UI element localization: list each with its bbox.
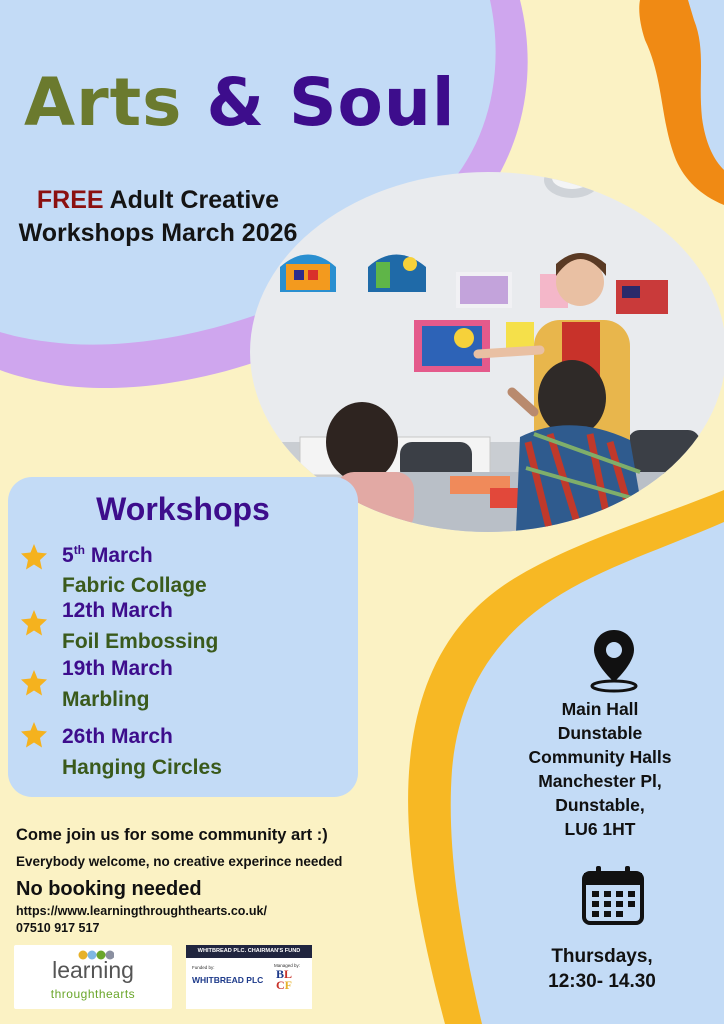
star-icon <box>20 669 48 697</box>
title-ampersand: & <box>206 64 266 141</box>
fund-band: WHITBREAD PLC. CHAIRMAN'S FUND <box>186 945 312 958</box>
star-icon <box>20 543 48 571</box>
address-line: Community Halls <box>528 747 672 767</box>
join-text: Come join us for some community art :) <box>16 826 328 844</box>
address-line: Main Hall <box>561 699 639 719</box>
schedule-time: 12:30- 14.30 <box>548 971 656 992</box>
address-line: Dunstable <box>557 723 643 743</box>
workshops-heading: Workshops <box>96 491 270 527</box>
calendar-icon <box>580 865 646 927</box>
subtitle-rest: Adult Creative Workshops March 2026 <box>18 186 298 247</box>
workshop-date: 5th March <box>62 543 153 567</box>
schedule <box>520 944 684 994</box>
welcome-text: Everybody welcome, no creative experince needed <box>16 854 343 869</box>
subtitle <box>18 184 298 250</box>
workshop-date: 19th March <box>62 657 173 680</box>
address-line: LU6 1HT <box>564 819 636 839</box>
title-word-arts: Arts <box>24 64 183 141</box>
funded-by-label: Funded by: <box>192 965 215 970</box>
workshop-name: Foil Embossing <box>62 630 219 653</box>
address-line: Dunstable, <box>555 795 645 815</box>
map-pin-icon <box>588 628 640 694</box>
workshop-name: Marbling <box>62 688 150 711</box>
learning-through-the-arts-logo <box>14 945 172 1009</box>
workshop-name: Hanging Circles <box>62 756 222 779</box>
website-link[interactable]: https://www.learningthroughthearts.co.uk/ <box>16 904 267 918</box>
star-icon <box>20 609 48 637</box>
workshop-date: 12th March <box>62 599 173 622</box>
blcf-logo: BL CF <box>276 967 293 992</box>
schedule-day: Thursdays, <box>551 946 653 967</box>
logo-text-throughthearts: throughthearts <box>50 987 136 1001</box>
logo-text-learning: learning <box>52 957 134 983</box>
address <box>510 697 690 841</box>
phone-number: 07510 917 517 <box>16 921 100 935</box>
workshop-name: Fabric Collage <box>62 574 207 597</box>
booking-text: No booking needed <box>16 878 202 900</box>
title <box>24 64 456 141</box>
whitbread-fund-logo <box>186 945 312 1009</box>
workshops-panel <box>8 477 358 797</box>
title-word-soul: Soul <box>289 64 456 141</box>
star-icon <box>20 721 48 749</box>
subtitle-free: FREE <box>36 186 104 214</box>
whitbread-name: WHITBREAD PLC <box>192 975 264 985</box>
address-line: Manchester Pl, <box>538 771 662 791</box>
workshop-date: 26th March <box>62 725 173 748</box>
managed-by-label: Managed by: <box>274 963 301 968</box>
